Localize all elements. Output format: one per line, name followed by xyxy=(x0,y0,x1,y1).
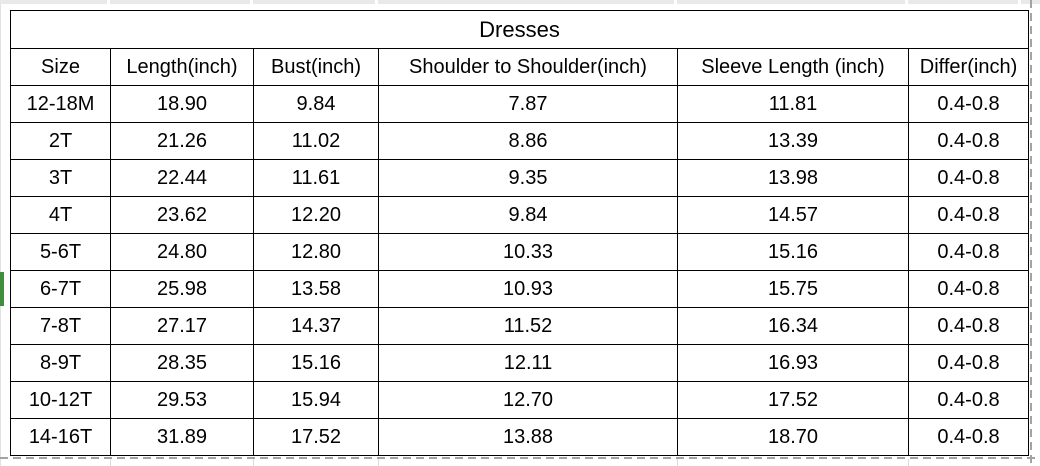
column-header[interactable]: Length(inch) xyxy=(111,49,254,86)
table-cell[interactable]: 14.57 xyxy=(678,197,909,234)
gridline-stub xyxy=(110,459,111,466)
table-cell[interactable]: 0.4-0.8 xyxy=(909,419,1029,456)
table-row xyxy=(11,197,1029,234)
table-row xyxy=(11,382,1029,419)
table-cell[interactable]: 31.89 xyxy=(111,419,254,456)
table-body xyxy=(11,86,1029,456)
table-cell[interactable]: 18.90 xyxy=(111,86,254,123)
table-row xyxy=(11,160,1029,197)
table-cell[interactable]: 7.87 xyxy=(379,86,678,123)
table-cell[interactable]: 23.62 xyxy=(111,197,254,234)
table-cell[interactable]: 9.35 xyxy=(379,160,678,197)
table-cell[interactable]: 0.4-0.8 xyxy=(909,382,1029,419)
table-cell[interactable]: 14.37 xyxy=(254,308,379,345)
header-row xyxy=(11,49,1029,86)
table-cell[interactable]: 10.93 xyxy=(379,271,678,308)
table-row xyxy=(11,308,1029,345)
table-cell[interactable]: 18.70 xyxy=(678,419,909,456)
page-break-horizontal-line xyxy=(0,457,1040,459)
table-row xyxy=(11,86,1029,123)
gridline-stub xyxy=(908,459,909,466)
top-gridline-strip xyxy=(0,0,1040,4)
table-cell[interactable]: 17.52 xyxy=(678,382,909,419)
table-cell[interactable]: 11.52 xyxy=(379,308,678,345)
table-cell[interactable]: 22.44 xyxy=(111,160,254,197)
table-cell[interactable]: 4T xyxy=(11,197,111,234)
table-cell[interactable]: 13.58 xyxy=(254,271,379,308)
table-row xyxy=(11,271,1029,308)
table-cell[interactable]: 6-7T xyxy=(11,271,111,308)
gridline-stub xyxy=(378,459,379,466)
gridline-notch xyxy=(107,0,110,4)
table-cell[interactable]: 25.98 xyxy=(111,271,254,308)
table-cell[interactable]: 14-16T xyxy=(11,419,111,456)
table-cell[interactable]: 0.4-0.8 xyxy=(909,308,1029,345)
table-cell[interactable]: 3T xyxy=(11,160,111,197)
column-header[interactable]: Size xyxy=(11,49,111,86)
table-cell[interactable]: 7-8T xyxy=(11,308,111,345)
size-chart-table xyxy=(10,10,1029,456)
selection-indicator xyxy=(0,272,4,306)
table-cell[interactable]: 15.16 xyxy=(254,345,379,382)
gridline-notch xyxy=(375,0,378,4)
table-cell[interactable]: 0.4-0.8 xyxy=(909,234,1029,271)
table-cell[interactable]: 11.02 xyxy=(254,123,379,160)
table-cell[interactable]: 17.52 xyxy=(254,419,379,456)
table-cell[interactable]: 2T xyxy=(11,123,111,160)
table-cell[interactable]: 12.11 xyxy=(379,345,678,382)
gridline-notch xyxy=(674,0,677,4)
table-cell[interactable]: 28.35 xyxy=(111,345,254,382)
table-cell[interactable]: 15.16 xyxy=(678,234,909,271)
table-cell[interactable]: 27.17 xyxy=(111,308,254,345)
left-gridline xyxy=(0,4,1,466)
table-cell[interactable]: 15.75 xyxy=(678,271,909,308)
table-cell[interactable]: 8.86 xyxy=(379,123,678,160)
table-cell[interactable]: 12.70 xyxy=(379,382,678,419)
table-cell[interactable]: 11.81 xyxy=(678,86,909,123)
table-cell[interactable]: 11.61 xyxy=(254,160,379,197)
table-cell[interactable]: 13.98 xyxy=(678,160,909,197)
page-break-vertical-line xyxy=(1030,0,1032,466)
table-title-cell[interactable]: Dresses xyxy=(11,11,1029,49)
table-cell[interactable]: 5-6T xyxy=(11,234,111,271)
table-cell[interactable]: 8-9T xyxy=(11,345,111,382)
table-row xyxy=(11,234,1029,271)
gridline-notch xyxy=(250,0,253,4)
table-cell[interactable]: 21.26 xyxy=(111,123,254,160)
table-cell[interactable]: 9.84 xyxy=(254,86,379,123)
column-header[interactable]: Shoulder to Shoulder(inch) xyxy=(379,49,678,86)
table-cell[interactable]: 10-12T xyxy=(11,382,111,419)
table-cell[interactable]: 0.4-0.8 xyxy=(909,86,1029,123)
table-cell[interactable]: 29.53 xyxy=(111,382,254,419)
column-header[interactable]: Differ(inch) xyxy=(909,49,1029,86)
table-cell[interactable]: 0.4-0.8 xyxy=(909,271,1029,308)
table-cell[interactable]: 0.4-0.8 xyxy=(909,197,1029,234)
table-cell[interactable]: 12.80 xyxy=(254,234,379,271)
table-cell[interactable]: 0.4-0.8 xyxy=(909,345,1029,382)
table-cell[interactable]: 15.94 xyxy=(254,382,379,419)
table-cell[interactable]: 16.34 xyxy=(678,308,909,345)
gridline-stub xyxy=(253,459,254,466)
table-row xyxy=(11,123,1029,160)
gridline-notch xyxy=(905,0,908,4)
table-cell[interactable]: 0.4-0.8 xyxy=(909,123,1029,160)
column-header[interactable]: Bust(inch) xyxy=(254,49,379,86)
gridline-stub xyxy=(677,459,678,466)
table-cell[interactable]: 13.88 xyxy=(379,419,678,456)
table-row xyxy=(11,419,1029,456)
table-cell[interactable]: 16.93 xyxy=(678,345,909,382)
table-cell[interactable]: 24.80 xyxy=(111,234,254,271)
table-cell[interactable]: 0.4-0.8 xyxy=(909,160,1029,197)
gridline-notch xyxy=(1018,0,1021,4)
table-cell[interactable]: 10.33 xyxy=(379,234,678,271)
table-row xyxy=(11,345,1029,382)
table-cell[interactable]: 9.84 xyxy=(379,197,678,234)
table-cell[interactable]: 13.39 xyxy=(678,123,909,160)
column-header[interactable]: Sleeve Length (inch) xyxy=(678,49,909,86)
table-cell[interactable]: 12.20 xyxy=(254,197,379,234)
table-cell[interactable]: 12-18M xyxy=(11,86,111,123)
title-row xyxy=(11,11,1029,49)
